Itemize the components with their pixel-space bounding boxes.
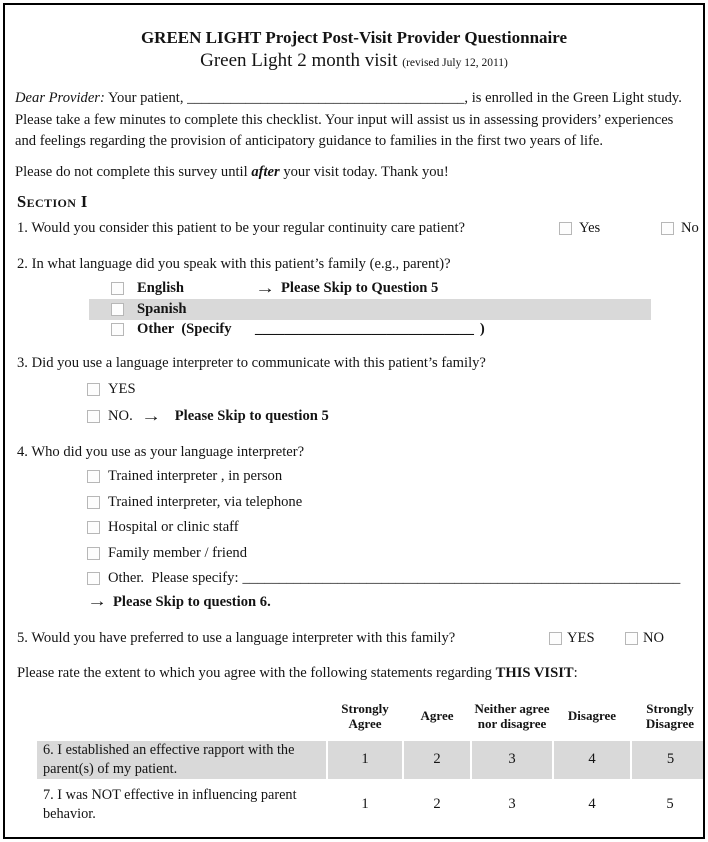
page-title: GREEN LIGHT Project Post-Visit Provider Questionnaire [140, 28, 568, 47]
question-2-options [11, 279, 697, 341]
intro-lead: Your patient, [104, 90, 188, 106]
q4-option-trained-in-person[interactable] [87, 465, 697, 489]
q4-other-label: Other. Please specify: [108, 570, 239, 587]
q3-no-checkbox[interactable] [87, 410, 100, 423]
reminder-paragraph [15, 162, 693, 183]
q3-no-label: NO. [108, 408, 133, 424]
q5-no-option[interactable] [625, 630, 664, 647]
rating-instructions-strong: THIS VISIT [495, 664, 574, 681]
q2-other-checkbox[interactable] [111, 323, 124, 336]
q4-option-hospital-staff[interactable] [87, 516, 697, 540]
question-2-text: 2. In what language did you speak with this patient’s family (e.g., parent)? [17, 255, 451, 272]
q3-no-skip-note: Please Skip to question 5 [174, 408, 329, 424]
question-4 [11, 442, 697, 613]
q2-english-label: English [137, 280, 185, 297]
question-1-text: 1. Would you consider this patient to be your regular continuity care patient? [17, 219, 466, 236]
rating-row-6-value-2[interactable]: 2 [403, 741, 471, 782]
q1-no-checkbox[interactable] [661, 222, 674, 235]
question-3 [11, 353, 697, 428]
patient-name-blank[interactable]: ______________________________________ [187, 90, 465, 106]
rating-row-7-value-3[interactable]: 3 [508, 796, 516, 812]
q2-option-english[interactable] [89, 279, 651, 300]
q1-no-label: No [681, 219, 699, 236]
reminder-emphasis: after [251, 163, 280, 180]
rating-header-spacer [37, 693, 327, 741]
rating-instructions-pre: Please rate the extent to which you agree with the following statements regarding [17, 664, 496, 681]
q3-option-no[interactable] [87, 405, 697, 428]
q4-other-checkbox[interactable] [87, 572, 100, 585]
question-1 [11, 218, 697, 240]
q4-option-trained-telephone[interactable] [87, 491, 697, 515]
section-1-heading: Section I [17, 191, 88, 211]
q5-yes-label: YES [567, 629, 595, 646]
question-5 [11, 628, 697, 650]
q4-family-friend-checkbox[interactable] [87, 547, 100, 560]
q4-hospital-staff-label: Hospital or clinic staff [108, 519, 239, 536]
rating-instructions-post: : [573, 664, 578, 681]
rating-header-row [37, 693, 705, 741]
rating-row-6-statement: 6. I established an effective rapport with the parent(s) of my patient. [37, 741, 327, 782]
q2-spanish-label: Spanish [137, 300, 187, 317]
intro-body: , is enrolled in the Green Light study. Please take a few minutes to complete this checklist. Your input will assist us in assessing providers’ experiences and feelings regarding the provision of anticipatory guidance to families in the first two years of life. [15, 90, 682, 149]
rating-row-6-value-1[interactable]: 1 [327, 741, 403, 782]
q5-yes-option[interactable] [549, 630, 595, 647]
rating-table [37, 693, 705, 826]
q4-trained-telephone-label: Trained interpreter, via telephone [108, 493, 303, 510]
q4-skip-note-line [87, 592, 697, 613]
rating-instructions [17, 663, 693, 684]
question-3-text: 3. Did you use a language interpreter to communicate with this patient’s family? [17, 355, 486, 371]
q4-skip-note: Please Skip to question 6. [113, 593, 271, 610]
question-5-text: 5. Would you have preferred to use a language interpreter with this family? [17, 629, 456, 646]
q2-other-close-paren: ) [479, 321, 485, 338]
intro-paragraph [15, 88, 693, 153]
q4-hospital-staff-checkbox[interactable] [87, 521, 100, 534]
rating-row-6-value-4[interactable]: 4 [553, 741, 631, 782]
q4-family-friend-label: Family member / friend [108, 544, 248, 561]
skip-arrow-icon: → [140, 407, 161, 425]
q2-english-skip-note: Please Skip to Question 5 [281, 280, 439, 297]
rating-row-6-value-5[interactable]: 5 [631, 741, 705, 782]
rating-row-7-value-4[interactable]: 4 [588, 796, 596, 812]
skip-arrow-icon: → [255, 279, 275, 297]
q3-option-yes[interactable] [87, 378, 697, 401]
q2-spanish-checkbox[interactable] [111, 303, 124, 316]
q4-option-other[interactable] [87, 567, 697, 591]
q3-yes-checkbox[interactable] [87, 383, 100, 396]
q2-option-spanish[interactable] [89, 299, 651, 320]
q1-yes-checkbox[interactable] [559, 222, 572, 235]
q3-yes-label: YES [108, 381, 136, 397]
rating-row-7-value-2[interactable]: 2 [433, 796, 441, 812]
rating-row-7-value-5[interactable]: 5 [666, 796, 674, 812]
rating-header-disagree: Disagree [567, 708, 617, 724]
q2-other-specify-blank[interactable]: ______________________________ [255, 321, 474, 338]
skip-arrow-icon: → [87, 593, 107, 610]
visit-subtitle-text: Green Light 2 month visit [200, 50, 398, 71]
question-4-text: 4. Who did you use as your language interpreter? [17, 444, 305, 460]
q2-other-label: Other (Specify [137, 321, 232, 338]
rating-row-7 [37, 781, 705, 826]
rating-row-6-value-3[interactable]: 3 [471, 741, 553, 782]
reminder-pre: Please do not complete this survey until [15, 163, 252, 180]
rating-header-strongly-agree: Strongly Agree [341, 701, 389, 731]
reminder-post: your visit today. Thank you! [279, 163, 449, 180]
q4-trained-in-person-checkbox[interactable] [87, 470, 100, 483]
rating-row-6 [37, 741, 705, 782]
questionnaire-page [3, 3, 705, 839]
q5-no-checkbox[interactable] [625, 632, 638, 645]
rating-header-strongly-disagree: Strongly Disagree [645, 701, 695, 731]
q4-other-specify-blank[interactable]: ____________________________________________________________ [242, 570, 681, 587]
q4-option-family-friend[interactable] [87, 542, 697, 566]
q5-no-label: NO [643, 629, 665, 646]
rating-header-agree: Agree [420, 708, 454, 724]
salutation: Dear Provider: [15, 90, 105, 106]
q1-yes-option[interactable] [559, 220, 600, 237]
visit-subtitle [11, 49, 697, 75]
q4-trained-telephone-checkbox[interactable] [87, 496, 100, 509]
q2-english-checkbox[interactable] [111, 282, 124, 295]
revision-note: (revised July 12, 2011) [402, 57, 508, 69]
q1-yes-label: Yes [579, 219, 601, 236]
q1-no-option[interactable] [661, 220, 699, 237]
q5-yes-checkbox[interactable] [549, 632, 562, 645]
rating-row-7-statement: 7. I was NOT effective in influencing parent behavior. [43, 786, 297, 822]
rating-row-7-value-1[interactable]: 1 [361, 796, 369, 812]
question-2 [11, 254, 697, 341]
q4-trained-in-person-label: Trained interpreter , in person [108, 468, 283, 485]
rating-header-neither: Neither agree nor disagree [474, 701, 550, 731]
q2-option-other[interactable] [89, 320, 651, 341]
